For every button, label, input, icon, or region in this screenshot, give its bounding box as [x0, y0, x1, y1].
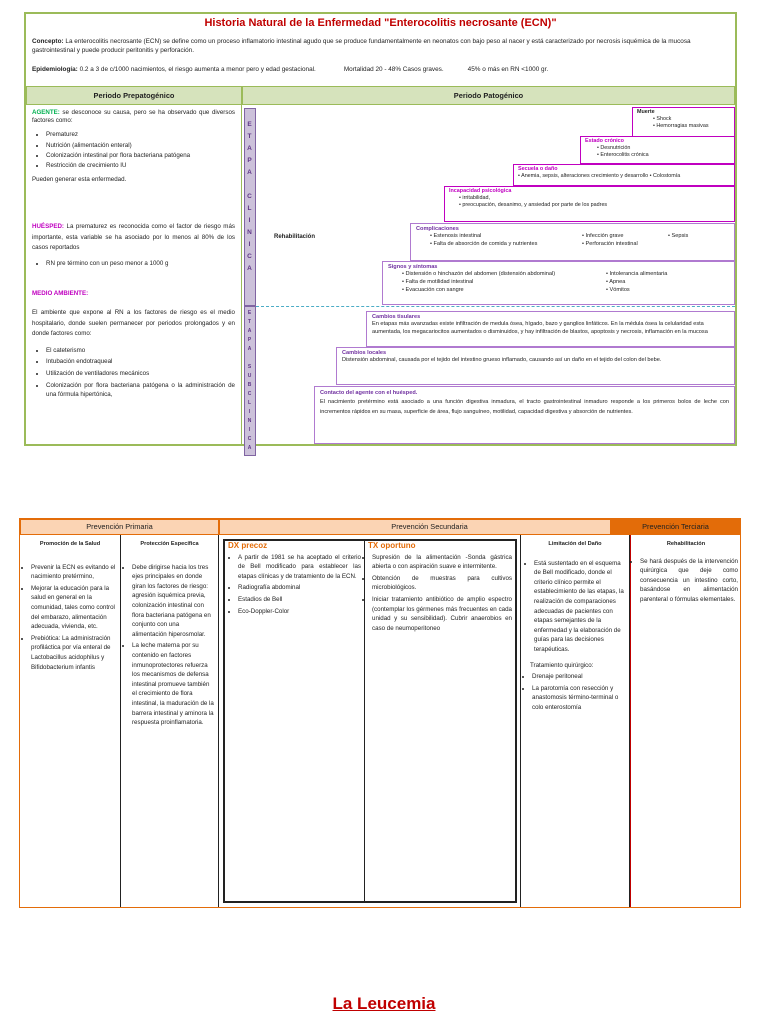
epidemiology-text — [32, 66, 732, 73]
list-item: • irritabilidad, — [459, 195, 490, 202]
list-item: • Enterocolitis crónica — [597, 152, 649, 159]
list-item: • Colonización intestinal por flora bacteriana patógena — [46, 152, 235, 160]
list-item: • Sepsis — [668, 233, 689, 240]
tisulares-title: Cambios tisulares — [372, 314, 421, 320]
etapa-letter — [245, 354, 255, 363]
list-item: • Obtención de muestras para cultivos microbiológicos. — [372, 574, 512, 593]
list-item: • Eco-Doppler-Color — [238, 607, 361, 617]
dx-column — [225, 539, 365, 901]
list-item: • Vómitos — [606, 287, 630, 294]
promotion-column — [20, 535, 121, 907]
protection-column — [121, 535, 219, 907]
list-item: • Estenosis intestinal — [430, 233, 482, 240]
etapa-letter: I — [248, 409, 252, 415]
etapa-letter: T — [247, 319, 253, 325]
concept-label: Concepto: — [32, 38, 64, 45]
limitation-header: Limitación del Daño — [548, 541, 602, 547]
concept-body: La enterocolitis necrosante (ECN) se define como un proceso inflamatorio intestinal agudo que se produce fundamentalmente en neonatos con bajo peso al nacer y está caracterizado por necrosis isquémica de la mucosa gastrointestinal y puede producir peritonitis y perforación. — [32, 38, 691, 54]
contacto-box — [314, 386, 735, 444]
locales-title: Cambios locales — [342, 350, 387, 356]
etapa-letter: I — [248, 241, 252, 248]
list-item: • Anemia, sepsis, alteraciones crecimiento y desarrollo • Colostomía — [518, 173, 681, 180]
huesped-paragraph — [32, 222, 235, 254]
etapa-letter: I — [248, 217, 252, 224]
list-item: • Intolerancia alimentaria — [606, 271, 668, 278]
complicaciones-title: Complicaciones — [416, 226, 459, 232]
list-item: • Perforación intestinal — [582, 241, 638, 248]
prepathogenic-header: Periodo Prepatogénico — [26, 86, 242, 105]
epi-body: 0.2 a 3 de c/1000 nacimientos, el riesgo aumenta a menor pero y edad gestacional. — [77, 66, 316, 73]
locales-text: Distensión abdominal, causada por el tejido del intestino grueso inflamado, causando así un daño en el tejido del colon del bebe. — [342, 357, 662, 364]
surgical-subheader: Tratamiento quirúrgico: — [530, 661, 594, 669]
rehabilitation-label: Rehabilitación — [274, 234, 316, 240]
tisulares-text: En etapas más avanzadas existe infiltración de medula ósea, hígado, bazo y ganglios linfáticos. En la médula ósea la celularidad esta aumentada, los megacariocitos aumentados o disminuidos, y hay infiltración de blastos, apoptosis y necrosis, inflamación en la mucosa — [372, 321, 708, 335]
list-item: • Debe dirigirse hacia los tres ejes principales en donde giran los factores de riesgo: agresión isquémica previa, colonización intestinal con flora bacteriana patógena en conjunto con una alimentación hiperosmolar. — [132, 563, 215, 640]
rehab-header: Rehabilitación — [666, 541, 706, 547]
list-item: • Radiografía abdominal — [238, 583, 361, 593]
muerte-title: Muerte — [637, 109, 655, 115]
secondary-prevention-header: Prevención Secundaria — [219, 519, 640, 535]
list-item: • La leche materna por su contenido en factores inmunoprotectores refuerza los mecanismos de defensa intestinal promueve también el crecimiento de flora intestinal, la maduración de la barrera intestinal y aminora la respuesta proinflamatoria. — [132, 641, 215, 727]
list-item: • Hemorragias masivas — [653, 123, 709, 130]
tertiary-prevention-header: Prevención Terciaria — [610, 519, 741, 535]
limitation-column — [520, 535, 630, 907]
etapa-letter: N — [247, 418, 253, 424]
locales-box — [336, 347, 735, 385]
contacto-title: Contacto del agente con el huésped. — [320, 390, 418, 396]
etapa-letter: E — [247, 310, 253, 316]
dx-header: DX precoz — [228, 541, 268, 550]
agente-list — [32, 131, 235, 170]
list-item: • Mejorar la educación para la salud en general en la comunidad, tales como control del embarazo, alimentación adecuada, vivienda, etc. — [31, 584, 117, 632]
secuela-box — [513, 164, 735, 186]
list-item: • Prebiótica: La administración profiláctica por vía enteral de Lactobacillus acidophilus y Bifidobacterium infantis — [31, 634, 117, 672]
etapa-letter: C — [247, 193, 253, 200]
list-item: • Prematurez — [46, 131, 235, 139]
list-item: • Supresión de la alimentación -Sonda gástrica abierta o con aspiración suave e intermitente. — [372, 553, 512, 572]
etapa-letter: A — [247, 145, 253, 152]
huesped-list — [32, 260, 235, 268]
list-item: • preocupación, desanimo, y ansiedad por parte de los padres — [459, 202, 608, 209]
list-item: • Falta de motilidad intestinal — [402, 279, 474, 286]
list-item: • Se hará después de la intervención quirúrgica que deje como consecuencia un intestino corto, basándose en alimentación parenteral o fórmulas elementales. — [640, 557, 738, 605]
list-item: • Está sustentado en el esquema de Bell modificado, donde el criterio clínico permite el establecimiento de las etapas, la realización de comparaciones adecuadas de pacientes con etapas semejantes de la enfermedad y la elaboración de guías para las decisiones terapéuticas. — [534, 559, 626, 655]
etapa-clinica-label — [244, 108, 256, 306]
tx-column — [365, 539, 515, 901]
huesped-text: La prematurez es reconocida como el factor de riesgo más importante, esta variable se ha asociado por lo menos al 80% de los casos reportados — [32, 223, 235, 252]
list-item: • A partir de 1981 se ha aceptado el criterio de Bell modificado para establecer las etapas clínicas y de tratamiento de la ECN. — [238, 553, 361, 582]
prevention-table — [19, 518, 741, 908]
horizon-line — [256, 306, 735, 307]
agente-label: AGENTE: — [32, 109, 60, 116]
etapa-letter: I — [248, 427, 252, 433]
tisulares-box — [366, 311, 735, 347]
etapa-subclinica-label — [244, 306, 256, 456]
epi-mortality: Mortalidad 20 - 48% Casos graves. — [343, 66, 444, 73]
list-item: • Nutrición (alimentación enteral) — [46, 142, 235, 150]
cronico-box — [580, 136, 735, 164]
etapa-letter: A — [247, 328, 253, 334]
list-item: • La parotomía con resección y anastomosis término-terminal o colo enterostomía — [532, 684, 626, 713]
list-item: • Distensión o hinchazón del abdomen (distensión abdominal) — [402, 271, 556, 278]
signos-title: Signos y síntomas — [388, 264, 438, 270]
ambiente-text: El ambiente que expone al RN a los factores de riesgo es el medio hospitalario, donde suelen permanecer por periodos prolongados y en donde factores como: — [32, 309, 235, 338]
natural-history-panel — [24, 12, 737, 451]
etapa-letter: P — [247, 157, 253, 164]
list-item: • Estadios de Bell — [238, 595, 361, 605]
complicaciones-box — [410, 223, 735, 261]
etapa-letter: L — [247, 205, 253, 212]
epi-label: Epidemiología: — [32, 66, 78, 73]
rehabilitation-column — [630, 535, 741, 907]
etapa-letter: P — [247, 337, 253, 343]
list-item: • Evacuación con sangre — [402, 287, 464, 294]
secuela-title: Secuela o daño — [518, 166, 558, 172]
ambiente-label: MEDIO AMBIENTE: — [32, 290, 89, 298]
list-item: • Utilización de ventiladores mecánicos — [46, 369, 235, 379]
huesped-label: HUÉSPED: — [32, 223, 64, 231]
list-item: • RN pre término con un peso menor a 1000 g — [46, 260, 235, 268]
list-item: • Shock — [653, 116, 672, 123]
etapa-letter: A — [247, 346, 253, 352]
etapa-letter: A — [247, 169, 253, 176]
protection-header: Protección Específica — [140, 541, 199, 547]
next-section-title: La Leucemia — [332, 994, 436, 1013]
page-title: Historia Natural de la Enfermedad "Enterocolitis necrosante (ECN)" — [204, 17, 557, 29]
etapa-letter: T — [247, 133, 253, 140]
agente-text: se desconoce su causa, pero se ha observado que diversos factores como: — [32, 109, 235, 125]
epi-rn: 45% o más en RN <1000 gr. — [467, 66, 549, 73]
list-item: • Infección grave — [582, 233, 624, 240]
list-item: • Apnea — [606, 279, 626, 286]
agente-paragraph — [32, 109, 235, 125]
etapa-letter: A — [247, 265, 253, 272]
list-item: • Restricción de crecimiento IU — [46, 162, 235, 170]
etapa-letter: C — [247, 436, 253, 442]
tx-header: TX oportuno — [368, 541, 416, 550]
etapa-letter: E — [247, 121, 253, 128]
etapa-letter: C — [247, 391, 253, 397]
contacto-text: El nacimiento pretérmino está asociado a una función digestiva inmadura, el tracto gastrointestinal inmaduro responde a los primeros bolos de leche con incrementos rápidos en su masa, superficie de área, flujo sanguíneo, motilidad, capacidad digestiva y absorción de nutrientes. — [320, 399, 729, 415]
list-item: • El cateterismo — [46, 346, 235, 356]
incapacidad-title: Incapacidad psicológica — [449, 188, 512, 194]
primary-prevention-header: Prevención Primaria — [20, 519, 219, 535]
agente-after: Pueden generar esta enfermedad. — [32, 176, 127, 184]
incapacidad-box — [444, 186, 735, 222]
etapa-letter: C — [247, 253, 253, 260]
list-item: • Desnutrición — [597, 145, 631, 152]
etapa-letter: A — [247, 445, 253, 451]
pathogenic-header: Periodo Patogénico — [242, 86, 735, 105]
cronico-title: Estado crónico — [585, 138, 624, 144]
etapa-letter: U — [247, 373, 253, 379]
list-item: • Iniciar tratamiento antibiótico de amplio espectro (contemplar los gérmenes más frecuentes en cada unidad y su sensibilidad). Cubrir anaerobios en caso de neumoperitoneo — [372, 595, 512, 633]
list-item: • Colonización por flora bacteriana patógena o la administración de una fórmula hipertónica, — [46, 381, 235, 400]
list-item: • Prevenir la ECN es evitando el nacimiento pretérmino, — [31, 563, 117, 582]
ambiente-list — [32, 346, 235, 400]
list-item: • Falta de absorción de comida y nutrientes — [430, 241, 538, 248]
etapa-letter: L — [247, 400, 253, 406]
prepathogenic-column — [26, 105, 242, 444]
etapa-letter — [245, 179, 255, 191]
list-item: • Intubación endotraqueal — [46, 357, 235, 367]
etapa-letter: S — [247, 364, 253, 370]
signos-box — [382, 261, 735, 305]
concept-text — [32, 38, 732, 55]
etapa-letter: N — [247, 229, 253, 236]
list-item: • Drenaje peritoneal — [532, 672, 626, 682]
promotion-header: Promoción de la Salud — [39, 541, 101, 547]
etapa-letter: B — [247, 382, 253, 388]
